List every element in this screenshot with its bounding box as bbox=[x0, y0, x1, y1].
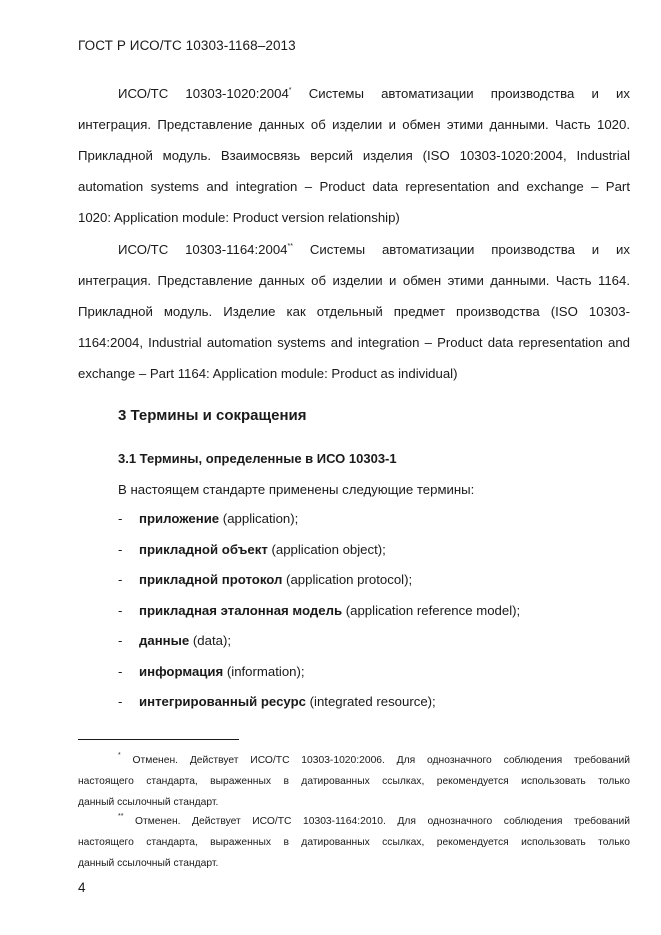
term-name: интегрированный ресурс bbox=[139, 694, 306, 709]
footnote-1 bbox=[78, 750, 630, 813]
subsection-title: 3.1 Термины, определенные в ИСО 10303-1 bbox=[118, 451, 397, 466]
footnote-line: настоящего стандарта, выраженных в датированных ссылках, рекомендуется использовать только bbox=[78, 837, 630, 848]
footnote-line bbox=[78, 750, 630, 771]
document-header: ГОСТ Р ИСО/ТС 10303-1168–2013 bbox=[78, 38, 296, 53]
term-name: данные bbox=[139, 633, 190, 648]
ref-line: интеграция. Представление данных об изделии и обмен этими данными. Часть 1020. bbox=[78, 117, 630, 132]
term-name: прикладная эталонная модель bbox=[139, 602, 343, 618]
ref-line bbox=[78, 234, 630, 265]
footnote-line: настоящего стандарта, выраженных в датированных ссылках, рекомендуется использовать только bbox=[78, 776, 630, 787]
footnote-mark: * bbox=[288, 87, 292, 94]
list-dash: - bbox=[118, 633, 123, 648]
list-item bbox=[118, 572, 520, 603]
term-english: (application reference model); bbox=[342, 602, 521, 618]
list-dash: - bbox=[118, 541, 123, 557]
footnote-line: данный ссылочный стандарт. bbox=[78, 797, 219, 808]
ref-code: ИСО/ТС 10303-1164:2004 bbox=[118, 242, 288, 257]
list-dash: - bbox=[118, 511, 123, 526]
list-dash: - bbox=[118, 602, 123, 618]
list-dash: - bbox=[118, 572, 123, 587]
footnote-text: Отменен. Действует ИСО/ТС 10303-1020:2006. Для однозначного соблюдения требований bbox=[132, 755, 630, 766]
list-item bbox=[118, 511, 520, 542]
term-name: информация bbox=[139, 663, 224, 679]
term-english: (application); bbox=[219, 511, 299, 526]
list-item bbox=[118, 694, 520, 725]
footnote-mark: ** bbox=[287, 243, 293, 250]
ref-code: ИСО/ТС 10303-1020:2004 bbox=[118, 86, 289, 101]
footnote-mark: ** bbox=[118, 813, 124, 820]
footnote-line: данный ссылочный стандарт. bbox=[78, 858, 219, 869]
ref-line: интеграция. Представление данных об изделии и обмен этими данными. Часть 1164. bbox=[78, 273, 630, 288]
list-item bbox=[118, 542, 520, 573]
footnote-line bbox=[78, 811, 630, 832]
reference-1020 bbox=[78, 78, 630, 233]
list-dash: - bbox=[118, 663, 123, 679]
ref-title-start: Системы автоматизации производства и их bbox=[309, 242, 630, 257]
term-english: (application object); bbox=[267, 541, 386, 557]
term-english: (integrated resource); bbox=[305, 694, 436, 709]
terms-intro: В настоящем стандарте применены следующие термины: bbox=[118, 482, 475, 497]
ref-line: 1020: Application module: Product version relationship) bbox=[78, 210, 400, 225]
term-name: прикладной протокол bbox=[139, 572, 283, 587]
term-english: (data); bbox=[189, 633, 232, 648]
term-english: (application protocol); bbox=[282, 572, 413, 587]
list-dash: - bbox=[118, 694, 123, 709]
ref-line: automation systems and integration – Product data representation and exchange – Part bbox=[78, 179, 630, 194]
ref-line bbox=[78, 78, 630, 109]
ref-line: Прикладной модуль. Взаимосвязь версий изделия (ISO 10303-1020:2004, Industrial bbox=[78, 148, 630, 163]
term-english: (information); bbox=[223, 663, 305, 679]
ref-title-start: Системы автоматизации производства и их bbox=[308, 86, 631, 101]
footnote-2 bbox=[78, 811, 630, 874]
term-name: приложение bbox=[139, 511, 220, 526]
list-item bbox=[118, 664, 520, 695]
reference-1164 bbox=[78, 234, 630, 389]
page-number: 4 bbox=[78, 880, 86, 895]
terms-list bbox=[118, 511, 520, 725]
term-name: прикладной объект bbox=[139, 541, 268, 557]
section-title: 3 Термины и сокращения bbox=[118, 407, 307, 424]
footnote-separator bbox=[78, 739, 239, 740]
ref-line: Прикладной модуль. Изделие как отдельный предмет производства (ISO 10303- bbox=[78, 304, 630, 319]
ref-line: exchange – Part 1164: Application module: Product as individual) bbox=[78, 366, 458, 381]
footnote-text: Отменен. Действует ИСО/ТС 10303-1164:2010. Для однозначного соблюдения требований bbox=[135, 816, 630, 827]
list-item bbox=[118, 603, 520, 634]
footnote-mark: * bbox=[118, 752, 121, 759]
list-item bbox=[118, 633, 520, 664]
ref-line: 1164:2004, Industrial automation systems and integration – Product data representation and bbox=[78, 335, 630, 350]
